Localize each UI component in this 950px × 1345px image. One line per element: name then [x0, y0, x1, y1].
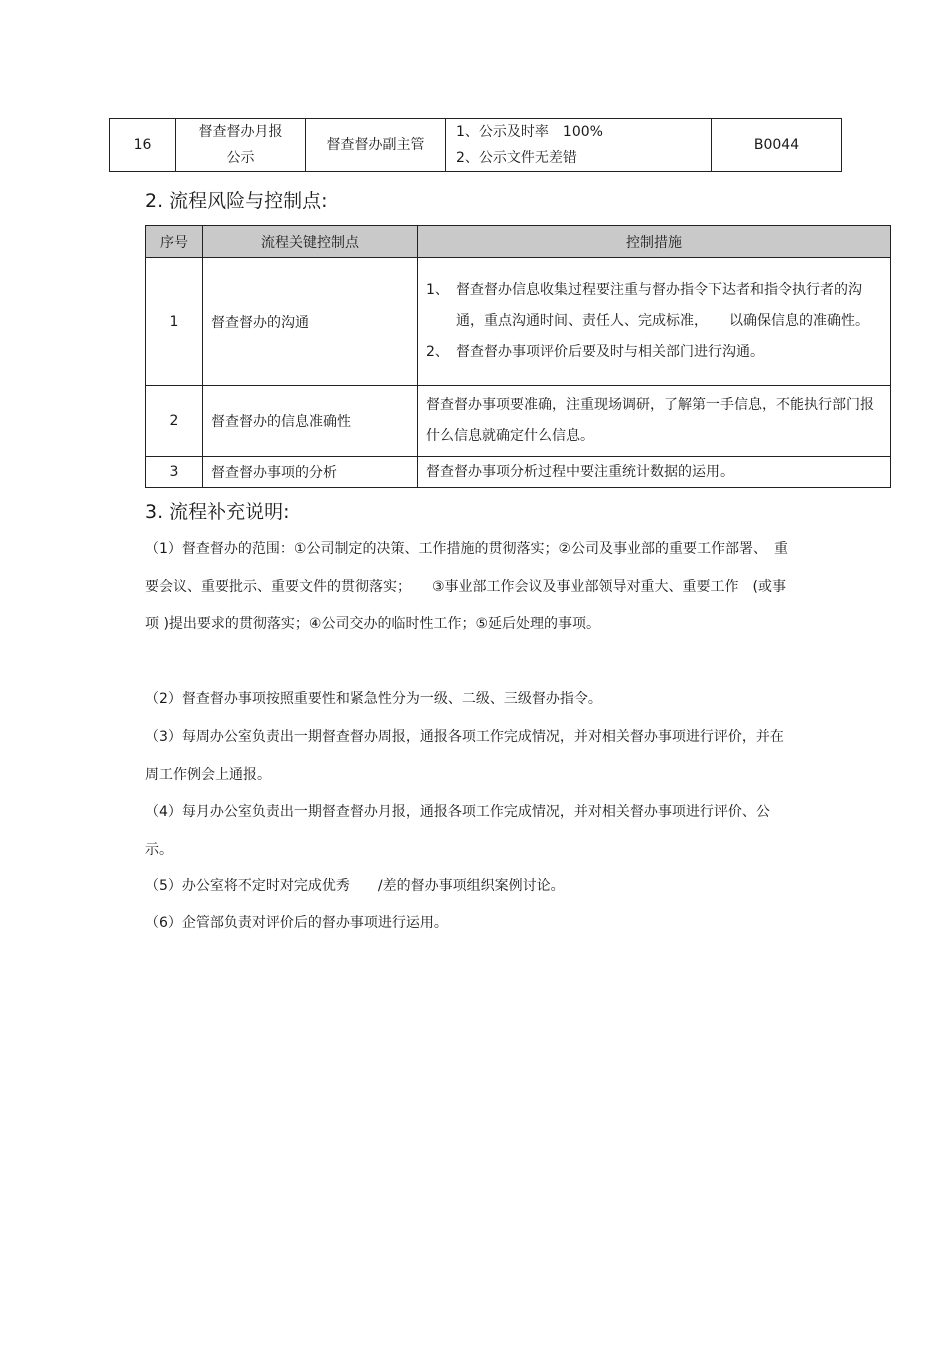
- step-name-line-1: 督查督办月报: [198, 124, 283, 140]
- section-3-heading: 3. 流程补充说明:: [145, 501, 290, 523]
- section-2-heading: 2. 流程风险与控制点:: [145, 190, 328, 212]
- row-number: 3: [146, 457, 203, 488]
- header-control-point: 流程关键控制点: [203, 226, 418, 258]
- step-name-line-2: 公示: [226, 150, 255, 166]
- header-measures: 控制措施: [418, 226, 891, 258]
- measure-text: 督查督办事项分析过程中要注重统计数据的运用。: [426, 464, 734, 480]
- record-code: B0044: [712, 119, 842, 172]
- note-3: （3）每周办公室负责出一期督查督办周报，通报各项工作完成情况，并对相关督办事项进行评价，并在周工作例会上通报。: [145, 729, 784, 783]
- requirement-line-2: 2、公示文件无差错: [456, 150, 577, 166]
- note-6: （6）企管部负责对评价后的督办事项进行运用。: [145, 915, 448, 931]
- step-owner: 督查督办副主管: [306, 119, 446, 172]
- table-row: [110, 119, 842, 172]
- measure-item: [426, 275, 880, 337]
- step-name: [176, 119, 306, 172]
- measure-text: 督查督办信息收集过程要注重与督办指令下达者和指令执行者的沟通，重点沟通时间、责任人、完成标准， 以确保信息的准确性。: [456, 282, 869, 329]
- measure-number: 1、: [426, 282, 449, 298]
- step-requirements: [446, 119, 712, 172]
- control-measures: [418, 258, 891, 386]
- control-measures: [418, 386, 891, 457]
- control-point: 督查督办的信息准确性: [203, 386, 418, 457]
- table-row: [146, 457, 891, 488]
- requirement-line-1: 1、公示及时率 100%: [456, 124, 603, 140]
- control-measures: [418, 457, 891, 488]
- measure-item: [426, 337, 880, 368]
- table-row: [146, 258, 891, 386]
- risk-control-table: [145, 225, 891, 488]
- process-table-tail: [109, 118, 842, 172]
- measure-text: 督查督办事项评价后要及时与相关部门进行沟通。: [456, 344, 764, 360]
- row-number: 1: [146, 258, 203, 386]
- row-number: 16: [110, 119, 176, 172]
- note-4: （4）每月办公室负责出一期督查督办月报，通报各项工作完成情况，并对相关督办事项进行评价、公示。: [145, 804, 770, 858]
- measure-text: 督查督办事项要准确，注重现场调研，了解第一手信息，不能执行部门报什么信息就确定什么信息。: [426, 397, 874, 444]
- header-seq: 序号: [146, 226, 203, 258]
- control-point: 督查督办的沟通: [203, 258, 418, 386]
- table-row: [146, 386, 891, 457]
- note-2: （2）督查督办事项按照重要性和紧急性分为一级、二级、三级督办指令。: [145, 691, 602, 707]
- table-header-row: [146, 226, 891, 258]
- note-5: （5）办公室将不定时对完成优秀 /差的督办事项组织案例讨论。: [145, 878, 565, 894]
- note-1: （1）督查督办的范围：①公司制定的决策、工作措施的贯彻落实；②公司及事业部的重要工作部署、 重要会议、重要批示、重要文件的贯彻落实； ③事业部工作会议及事业部领导对重大、重要工作 (或事项 )提出要求的贯彻落实；④公司交办的临时性工作；⑤延后处理的事项。: [145, 541, 789, 632]
- row-number: 2: [146, 386, 203, 457]
- measure-number: 2、: [426, 344, 449, 360]
- control-point: 督查督办事项的分析: [203, 457, 418, 488]
